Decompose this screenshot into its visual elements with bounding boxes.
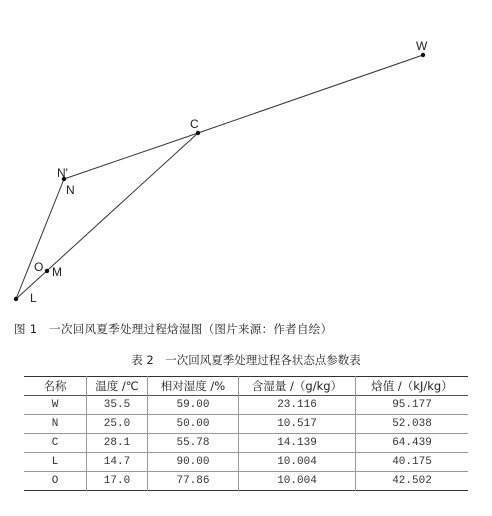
label-c: C bbox=[190, 117, 199, 131]
cell-moisture-content: 14.139 bbox=[239, 434, 356, 453]
cell-name: L bbox=[51, 456, 59, 468]
label-l: L bbox=[30, 291, 37, 305]
table-row bbox=[24, 472, 468, 491]
header-temperature: 温度 /℃ bbox=[87, 377, 148, 396]
cell-temperature: 28.1 bbox=[87, 434, 148, 453]
header-name: 名称 bbox=[43, 379, 67, 393]
label-n: N bbox=[66, 183, 75, 197]
point-c bbox=[196, 131, 200, 135]
cell-enthalpy: 64.439 bbox=[356, 434, 469, 453]
cell-name: W bbox=[51, 399, 59, 411]
figure-caption: 图 1 一次回风夏季处理过程焓湿图（图片来源：作者自绘） bbox=[14, 322, 333, 336]
cell-enthalpy: 95.177 bbox=[356, 396, 469, 415]
cell-moisture-content: 10.004 bbox=[239, 453, 356, 472]
cell-moisture-content: 10.004 bbox=[239, 472, 356, 491]
cell-moisture-content: 10.517 bbox=[239, 415, 356, 434]
line-c-l bbox=[16, 133, 198, 299]
cell-relative-humidity: 50.00 bbox=[148, 415, 239, 434]
point-l bbox=[14, 297, 18, 301]
label-n-prime: N' bbox=[57, 166, 68, 180]
cell-enthalpy: 40.175 bbox=[356, 453, 469, 472]
line-w-c bbox=[198, 55, 423, 133]
table-row bbox=[24, 453, 468, 472]
label-m: M bbox=[52, 265, 62, 279]
point-m bbox=[45, 269, 49, 273]
cell-enthalpy: 52.038 bbox=[356, 415, 469, 434]
cell-enthalpy: 42.502 bbox=[356, 472, 469, 491]
cell-temperature: 35.5 bbox=[87, 396, 148, 415]
header-enthalpy: 焓值 /（kJ/kg） bbox=[356, 377, 469, 396]
point-w bbox=[421, 53, 425, 57]
cell-name: O bbox=[51, 475, 59, 487]
cell-moisture-content: 23.116 bbox=[239, 396, 356, 415]
cell-temperature: 14.7 bbox=[87, 453, 148, 472]
state-point-table bbox=[24, 376, 468, 491]
table-row bbox=[24, 434, 468, 453]
table-row bbox=[24, 396, 468, 415]
cell-name: N bbox=[51, 418, 59, 430]
cell-relative-humidity: 77.86 bbox=[148, 472, 239, 491]
table-header-row bbox=[24, 377, 468, 396]
line-c-n bbox=[64, 133, 198, 179]
cell-temperature: 17.0 bbox=[87, 472, 148, 491]
cell-relative-humidity: 59.00 bbox=[148, 396, 239, 415]
table-row bbox=[24, 415, 468, 434]
label-w: W bbox=[416, 39, 428, 53]
cell-temperature: 25.0 bbox=[87, 415, 148, 434]
cell-relative-humidity: 55.78 bbox=[148, 434, 239, 453]
cell-relative-humidity: 90.00 bbox=[148, 453, 239, 472]
line-n-l bbox=[16, 179, 64, 299]
table-caption: 表 2 一次回风夏季处理过程各状态点参数表 bbox=[131, 353, 361, 367]
header-relative-humidity: 相对湿度 /% bbox=[148, 377, 239, 396]
header-moisture-content: 含湿量 /（g/kg） bbox=[239, 377, 356, 396]
cell-name: C bbox=[51, 437, 59, 449]
label-o: O bbox=[34, 260, 44, 274]
